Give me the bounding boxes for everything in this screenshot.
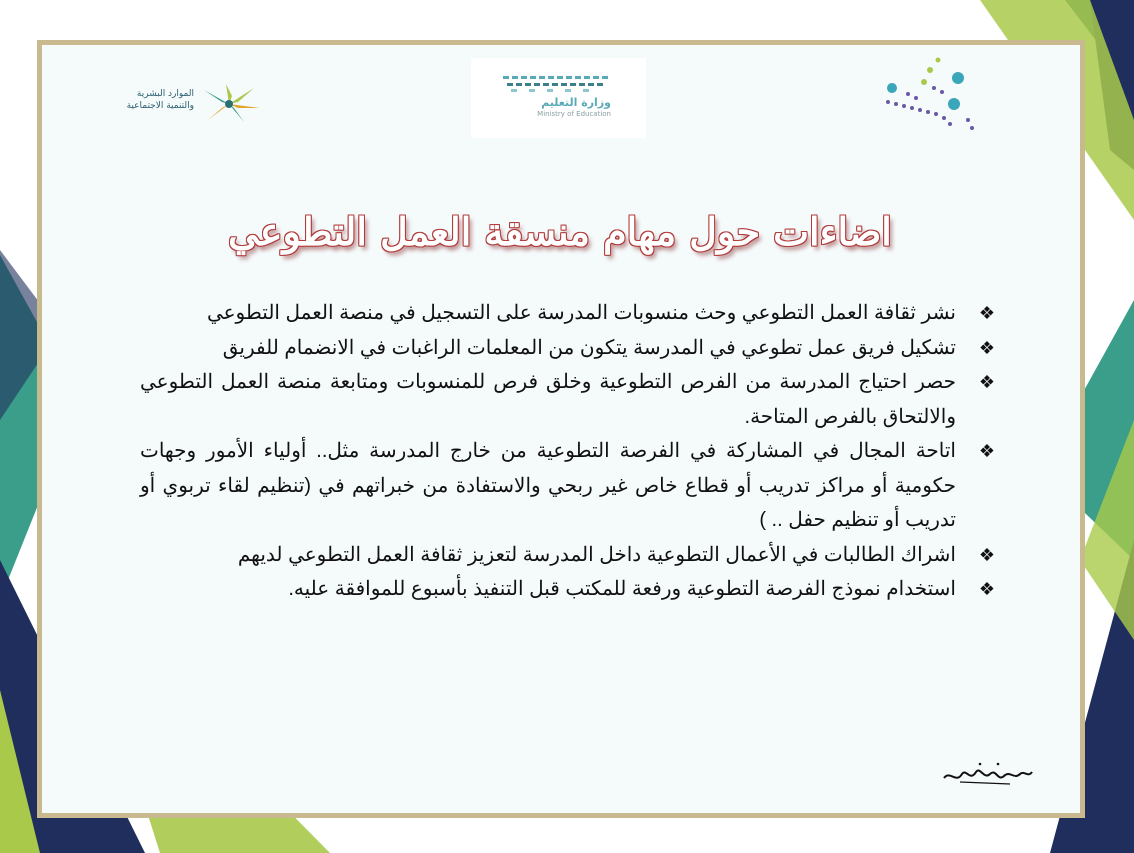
moe-dots-icon xyxy=(503,74,615,94)
hr-emblem-icon xyxy=(194,82,264,126)
hr-line2: والتنمية الاجتماعية xyxy=(126,101,194,111)
list-item xyxy=(140,365,998,434)
bullet-icon: ❖ xyxy=(978,372,995,392)
list-item-text: تشكيل فريق عمل تطوعي في المدرسة يتكون من المعلمات الراغبات في الانضمام للفريق xyxy=(222,336,956,359)
list-item xyxy=(140,538,998,573)
moe-arabic-name: وزارة التعليم xyxy=(541,96,611,109)
hr-ministry-logo xyxy=(86,82,266,126)
bullet-icon: ❖ xyxy=(978,544,995,565)
bullet-icon: ❖ xyxy=(978,441,995,461)
moe-english-name: Ministry of Education xyxy=(537,110,611,118)
list-item-text: اشراك الطالبات في الأعمال التطوعية داخل المدرسة لتعزيز ثقافة العمل التطوعي لديهم xyxy=(237,543,956,566)
bullet-icon: ❖ xyxy=(978,303,995,323)
list-item-text: اتاحة المجال في المشاركة في الفرصة التطوعية من خارج المدرسة مثل.. أولياء الأمور وجهات حكومية أو مراكز تدريب أو قطاع خاص غير ربحي والاستفادة من خبراتهم في (تنظيم لقاء تربوي أو تدريب أو تنظيم حفل .. ) xyxy=(140,440,956,531)
bullet-icon: ❖ xyxy=(978,337,995,358)
list-item xyxy=(140,331,998,366)
education-dots-icon xyxy=(878,52,978,134)
page-title: اضاءات حول مهام منسقة العمل التطوعي xyxy=(228,209,892,254)
list-item-text: حصر احتياج المدرسة من الفرص التطوعية وخلق فرص للمنسوبات ومتابعة منصة العمل التطوعي والالتحاق بالفرص المتاحة. xyxy=(140,371,956,428)
bullet-list xyxy=(140,296,998,607)
list-item xyxy=(140,434,998,538)
moe-logo xyxy=(471,58,646,138)
list-item xyxy=(140,572,998,607)
hr-ministry-text xyxy=(86,88,194,112)
hr-line1: الموارد البشرية xyxy=(136,89,194,99)
list-item xyxy=(140,296,998,331)
signature xyxy=(940,756,1036,790)
list-item-text: نشر ثقافة العمل التطوعي وحث منسوبات المدرسة على التسجيل في منصة العمل التطوعي xyxy=(206,302,956,324)
bullet-icon: ❖ xyxy=(978,579,995,599)
list-item-text: استخدام نموذج الفرصة التطوعية ورفعة للمكتب قبل التنفيذ بأسبوع للموافقة عليه. xyxy=(288,578,956,600)
